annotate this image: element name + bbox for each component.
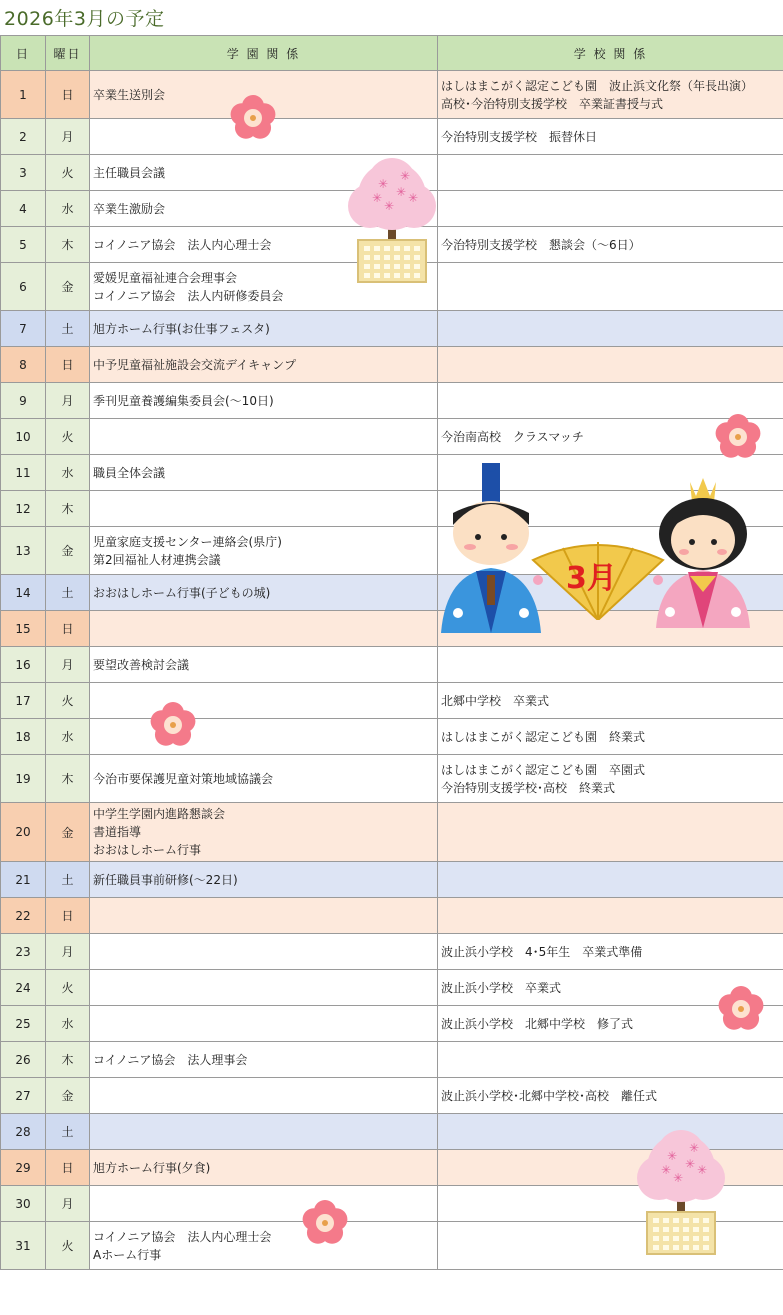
svg-text:✳: ✳ xyxy=(667,1149,678,1163)
school-cell xyxy=(438,311,783,347)
weekday-cell: 水 xyxy=(46,1006,90,1042)
day-cell: 2 xyxy=(1,119,46,155)
weekday-cell: 金 xyxy=(46,527,90,575)
day-cell: 17 xyxy=(1,683,46,719)
day-cell: 31 xyxy=(1,1222,46,1270)
school-cell xyxy=(438,1222,783,1270)
weekday-cell: 火 xyxy=(46,419,90,455)
table-row xyxy=(1,1078,783,1114)
school-garden-cell: 中学生学園内進路懇談会 書道指導 おおはしホーム行事 xyxy=(90,803,438,862)
day-cell: 25 xyxy=(1,1006,46,1042)
day-cell: 12 xyxy=(1,491,46,527)
table-row xyxy=(1,1006,783,1042)
day-cell: 28 xyxy=(1,1114,46,1150)
day-cell: 21 xyxy=(1,862,46,898)
ume-flower-icon xyxy=(228,93,278,143)
weekday-cell: 金 xyxy=(46,263,90,311)
weekday-cell: 土 xyxy=(46,1114,90,1150)
weekday-cell: 日 xyxy=(46,611,90,647)
svg-text:✳: ✳ xyxy=(673,1171,684,1185)
table-row xyxy=(1,647,783,683)
school-garden-cell xyxy=(90,934,438,970)
school-garden-cell xyxy=(90,683,438,719)
school-cell: はしはまこがく認定こども園 卒園式 今治特別支援学校･高校 終業式 xyxy=(438,755,783,803)
school-garden-cell xyxy=(90,419,438,455)
school-garden-cell xyxy=(90,611,438,647)
header-weekday: 曜日 xyxy=(46,36,90,71)
day-cell: 24 xyxy=(1,970,46,1006)
weekday-cell: 水 xyxy=(46,719,90,755)
day-cell: 27 xyxy=(1,1078,46,1114)
day-cell: 11 xyxy=(1,455,46,491)
ume-flower-icon xyxy=(300,1198,350,1248)
weekday-cell: 水 xyxy=(46,191,90,227)
weekday-cell: 木 xyxy=(46,755,90,803)
day-cell: 18 xyxy=(1,719,46,755)
table-row xyxy=(1,119,783,155)
school-garden-cell: 今治市要保護児童対策地域協議会 xyxy=(90,755,438,803)
table-row xyxy=(1,311,783,347)
school-cell xyxy=(438,191,783,227)
school-cell: 北郷中学校 卒業式 xyxy=(438,683,783,719)
day-cell: 7 xyxy=(1,311,46,347)
svg-text:✳: ✳ xyxy=(697,1163,708,1177)
page-title: 2026年3月の予定 xyxy=(4,8,165,30)
hina-doll-female-icon xyxy=(652,472,754,630)
school-cell xyxy=(438,1150,783,1186)
weekday-cell: 月 xyxy=(46,383,90,419)
school-garden-cell: 児童家庭支援センター連絡会(県庁) 第2回福祉人材連携会議 xyxy=(90,527,438,575)
table-row xyxy=(1,419,783,455)
school-garden-cell: おおはしホーム行事(子どもの城) xyxy=(90,575,438,611)
school-cell xyxy=(438,898,783,934)
weekday-cell: 日 xyxy=(46,898,90,934)
weekday-cell: 日 xyxy=(46,347,90,383)
day-cell: 13 xyxy=(1,527,46,575)
day-cell: 9 xyxy=(1,383,46,419)
school-garden-cell xyxy=(90,1078,438,1114)
svg-text:✳: ✳ xyxy=(400,169,411,183)
table-row xyxy=(1,383,783,419)
day-cell: 14 xyxy=(1,575,46,611)
day-cell: 4 xyxy=(1,191,46,227)
svg-text:✳: ✳ xyxy=(689,1141,700,1155)
table-row xyxy=(1,755,783,803)
school-cell: 波止浜小学校 4･5年生 卒業式準備 xyxy=(438,934,783,970)
school-cell xyxy=(438,1042,783,1078)
day-cell: 15 xyxy=(1,611,46,647)
weekday-cell: 月 xyxy=(46,934,90,970)
day-cell: 30 xyxy=(1,1186,46,1222)
svg-text:✳: ✳ xyxy=(661,1163,672,1177)
school-cell xyxy=(438,263,783,311)
school-cell xyxy=(438,155,783,191)
day-cell: 10 xyxy=(1,419,46,455)
ume-flower-icon xyxy=(716,984,766,1034)
school-garden-cell xyxy=(90,970,438,1006)
svg-text:✳: ✳ xyxy=(378,177,389,191)
table-row xyxy=(1,934,783,970)
school-cell xyxy=(438,1114,783,1150)
table-row xyxy=(1,970,783,1006)
school-garden-cell: 中予児童福祉施設会交流デイキャンプ xyxy=(90,347,438,383)
school-garden-cell: 要望改善検討会議 xyxy=(90,647,438,683)
table-header xyxy=(1,36,783,71)
day-cell: 19 xyxy=(1,755,46,803)
school-garden-cell: 季刊児童養護編集委員会(～10日) xyxy=(90,383,438,419)
school-cell: 今治特別支援学校 振替休日 xyxy=(438,119,783,155)
weekday-cell: 金 xyxy=(46,803,90,862)
school-garden-cell xyxy=(90,1006,438,1042)
weekday-cell: 火 xyxy=(46,970,90,1006)
day-cell: 22 xyxy=(1,898,46,934)
header-day: 日 xyxy=(1,36,46,71)
school-garden-cell xyxy=(90,491,438,527)
school-garden-cell xyxy=(90,1114,438,1150)
svg-text:✳: ✳ xyxy=(384,199,395,213)
day-cell: 23 xyxy=(1,934,46,970)
cherry-tree-icon xyxy=(348,158,436,286)
school-garden-cell: コイノニア協会 法人内心理士会 xyxy=(90,227,438,263)
day-cell: 8 xyxy=(1,347,46,383)
school-cell: 波止浜小学校 北郷中学校 修了式 xyxy=(438,1006,783,1042)
cherry-tree-icon xyxy=(637,1130,725,1258)
weekday-cell: 月 xyxy=(46,647,90,683)
weekday-cell: 水 xyxy=(46,455,90,491)
school-cell xyxy=(438,347,783,383)
table-row xyxy=(1,719,783,755)
school-cell: 今治南高校 クラスマッチ xyxy=(438,419,783,455)
day-cell: 1 xyxy=(1,71,46,119)
weekday-cell: 火 xyxy=(46,155,90,191)
day-cell: 5 xyxy=(1,227,46,263)
day-cell: 3 xyxy=(1,155,46,191)
table-row xyxy=(1,898,783,934)
weekday-cell: 土 xyxy=(46,311,90,347)
weekday-cell: 日 xyxy=(46,71,90,119)
school-garden-cell: 愛媛児童福祉連合会理事会 コイノニア協会 法人内研修委員会 xyxy=(90,263,438,311)
school-garden-cell: 卒業生激励会 xyxy=(90,191,438,227)
weekday-cell: 金 xyxy=(46,1078,90,1114)
svg-text:✳: ✳ xyxy=(396,185,407,199)
school-garden-cell: 主任職員会議 xyxy=(90,155,438,191)
weekday-cell: 木 xyxy=(46,1042,90,1078)
day-cell: 29 xyxy=(1,1150,46,1186)
table-row xyxy=(1,683,783,719)
table-row xyxy=(1,1042,783,1078)
svg-text:✳: ✳ xyxy=(408,191,419,205)
school-garden-cell: コイノニア協会 法人理事会 xyxy=(90,1042,438,1078)
school-garden-cell: 卒業生送別会 xyxy=(90,71,438,119)
header-school: 学 校 関 係 xyxy=(438,36,783,71)
day-cell: 6 xyxy=(1,263,46,311)
fan-label: 3月 xyxy=(566,561,617,596)
ume-flower-icon xyxy=(148,700,198,750)
weekday-cell: 火 xyxy=(46,1222,90,1270)
weekday-cell: 月 xyxy=(46,119,90,155)
svg-text:✳: ✳ xyxy=(372,191,383,205)
table-row xyxy=(1,862,783,898)
table-row xyxy=(1,803,783,862)
fan-icon xyxy=(528,540,668,620)
table-row xyxy=(1,347,783,383)
school-garden-cell xyxy=(90,1186,438,1222)
school-cell xyxy=(438,1186,783,1222)
weekday-cell: 火 xyxy=(46,683,90,719)
school-cell: 波止浜小学校･北郷中学校･高校 離任式 xyxy=(438,1078,783,1114)
day-cell: 16 xyxy=(1,647,46,683)
school-garden-cell: 旭方ホーム行事(夕食) xyxy=(90,1150,438,1186)
ume-flower-icon xyxy=(713,412,763,462)
weekday-cell: 月 xyxy=(46,1186,90,1222)
school-garden-cell: 新任職員事前研修(～22日) xyxy=(90,862,438,898)
weekday-cell: 土 xyxy=(46,575,90,611)
weekday-cell: 土 xyxy=(46,862,90,898)
school-garden-cell: コイノニア協会 法人内心理士会 Aホーム行事 xyxy=(90,1222,438,1270)
school-cell xyxy=(438,862,783,898)
weekday-cell: 木 xyxy=(46,227,90,263)
header-school-garden: 学 園 関 係 xyxy=(90,36,438,71)
day-cell: 26 xyxy=(1,1042,46,1078)
school-cell xyxy=(438,647,783,683)
day-cell: 20 xyxy=(1,803,46,862)
school-cell: はしはまこがく認定こども園 波止浜文化祭（年長出演） 高校･今治特別支援学校 卒業証書授与式 xyxy=(438,71,783,119)
school-garden-cell: 旭方ホーム行事(お仕事フェスタ) xyxy=(90,311,438,347)
svg-text:✳: ✳ xyxy=(685,1157,696,1171)
school-cell: 今治特別支援学校 懇談会（～6日） xyxy=(438,227,783,263)
school-garden-cell: 職員全体会議 xyxy=(90,455,438,491)
school-cell: 波止浜小学校 卒業式 xyxy=(438,970,783,1006)
school-garden-cell xyxy=(90,898,438,934)
weekday-cell: 日 xyxy=(46,1150,90,1186)
school-garden-cell xyxy=(90,719,438,755)
school-cell xyxy=(438,803,783,862)
weekday-cell: 木 xyxy=(46,491,90,527)
table-row xyxy=(1,71,783,119)
school-cell: はしはまこがく認定こども園 終業式 xyxy=(438,719,783,755)
